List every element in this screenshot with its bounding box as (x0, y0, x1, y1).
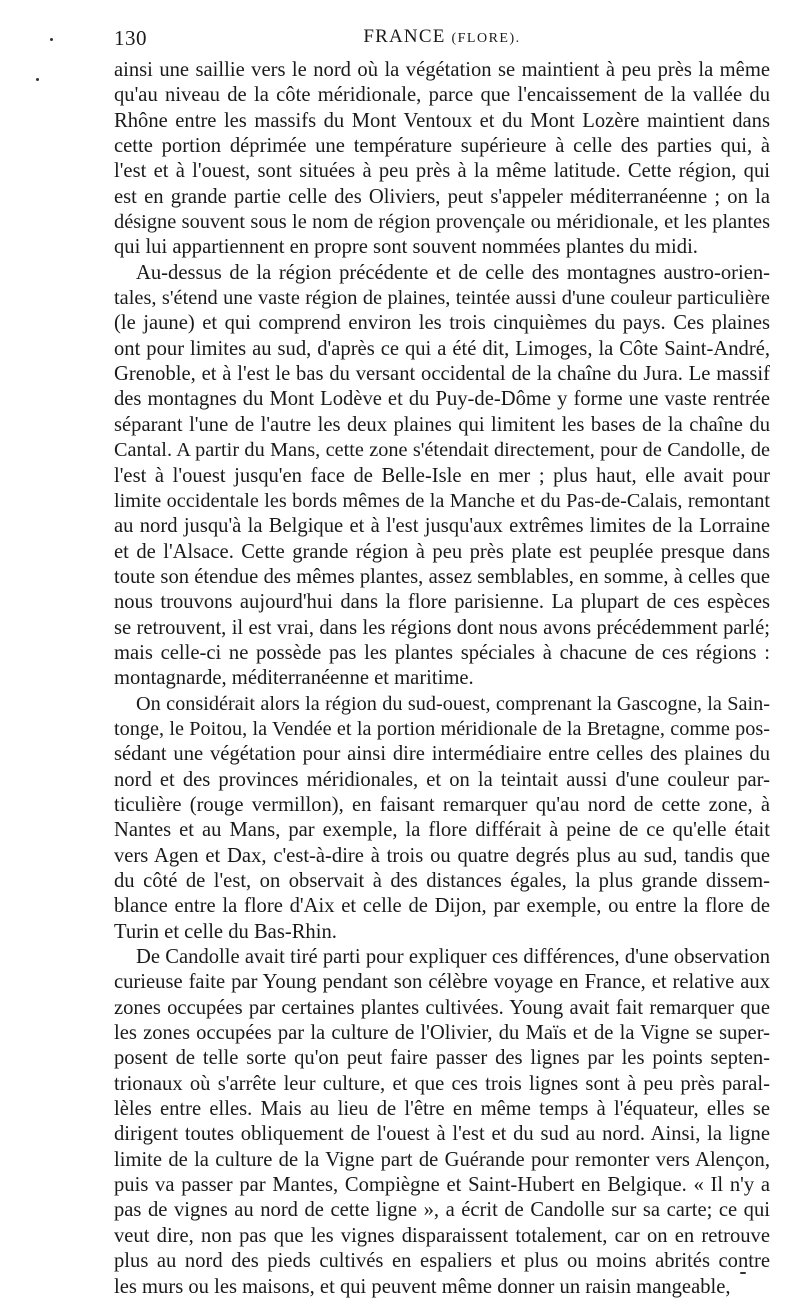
text-line: lèles entre elles. Mais au lieu de l'être en même temps à l'équateur, elles se (114, 1098, 770, 1121)
scan-speck (50, 38, 53, 41)
text-line: qui lui appartiennent en propre sont souvent nommées plantes du midi. (114, 236, 698, 259)
text-line: blance entre la flore d'Aix et celle de Dijon, par exemple, ou entre la flore de (114, 895, 770, 918)
text-line: l'est et à l'ouest, sont situées à peu près à la même latitude. Cette région, qui (114, 160, 770, 183)
text-line: posent de telle sorte qu'on peut faire passer des lignes par les points septen- (114, 1047, 770, 1070)
text-line: (le jaune) et qui comprend environ les trois cinquièmes du pays. Ces plaines (114, 312, 770, 335)
page-header (112, 26, 772, 56)
text-line: au nord jusqu'à la Belgique et à l'est jusqu'aux extrêmes limites de la Lorraine (114, 515, 770, 538)
text-line: tonge, le Poitou, la Vendée et la portion méridionale de la Bretagne, comme pos- (114, 717, 770, 740)
text-line: On considérait alors la région du sud-ouest, comprenant la Gascogne, la Sain- (136, 692, 770, 715)
text-line: pas de vignes au nord de cette ligne », a écrit de Candolle sur sa carte; ce qui (114, 1199, 770, 1222)
text-line: ainsi une saillie vers le nord où la végétation se maintient à peu près la même (114, 59, 770, 81)
paragraph (114, 58, 770, 261)
text-line: se retrouvent, il est vrai, dans les régions dont nous avons précédemment parlé; (114, 616, 770, 639)
text-line: sédant une végétation pour ainsi dire intermédiaire entre celles des plaines du (114, 743, 770, 766)
text-line: Nantes et au Mans, par exemple, la flore différait à peine de ce qu'elle était (114, 819, 770, 842)
running-title-sub: (FLORE). (451, 31, 521, 46)
text-line: tales, s'étend une vaste région de plaines, teintée aussi d'une couleur particulière (114, 287, 770, 310)
text-line: puis va passer par Mantes, Compiègne et Saint-Hubert en Belgique. « Il n'y a (114, 1174, 770, 1197)
text-line: ont pour limites au sud, d'après ce qui a été dit, Limoges, la Côte Saint-André, (114, 337, 770, 360)
text-line: limite occidentale les bords mêmes de la Manche et du Pas-de-Calais, remontant (114, 489, 770, 512)
scan-speck (36, 78, 39, 81)
running-title-main: FRANCE (363, 26, 446, 47)
text-line: zones occupées par certaines plantes cultivées. Young avait fait remarquer que (114, 996, 770, 1019)
text-line: ticulière (rouge vermillon), en faisant remarquer qu'au nord de cette zone, à (114, 793, 770, 816)
text-line: les murs ou les maisons, et qui peuvent même donner un raisin mangeable, (114, 1275, 731, 1298)
text-line: des montagnes du Mont Lodève et du Puy-de-Dôme y forme une vaste rentrée (114, 388, 770, 411)
text-line: nord et des provinces méridionales, et on la teintait aussi d'une couleur par- (114, 768, 770, 791)
text-line: Turin et celle du Bas-Rhin. (114, 920, 337, 943)
text-line: limite de la culture de la Vigne part de Guérande pour remonter vers Alençon, (114, 1148, 770, 1171)
text-line: Grenoble, et à l'est le bas du versant occidental de la chaîne du Jura. Le massif (114, 363, 770, 386)
text-line: Cantal. A partir du Mans, cette zone s'étendait directement, pour de Candolle, de (114, 439, 770, 462)
text-line: montagnarde, méditerranéenne et maritime. (114, 667, 474, 690)
text-line: mais celle-ci ne possède pas les plantes spéciales à chacune de ces régions : (114, 641, 770, 664)
text-line: et de l'Alsace. Cette grande région à peu près plate est peuplée presque dans (114, 540, 770, 563)
text-line: séparant l'une de l'autre les deux plaines qui limitent les bases de la chaîne du (114, 413, 770, 436)
paragraph (114, 261, 770, 692)
paragraph (114, 945, 770, 1300)
text-line: Au-dessus de la région précédente et de celle des montagnes austro-orien- (136, 261, 770, 284)
text-line: est en grande partie celle des Oliviers, peut s'appeler méditerranéenne ; on la (114, 185, 770, 208)
text-line: toute son étendue des mêmes plantes, assez semblables, en somme, à celles que (114, 565, 770, 588)
text-line: nous trouvons aujourd'hui dans la flore parisienne. La plupart de ces espèces (114, 591, 770, 614)
scan-speck (740, 1272, 746, 1274)
text-line: Rhône entre les massifs du Mont Ventoux et du Mont Lozère maintient dans (114, 109, 770, 132)
text-line: plus au nord des pieds cultivés en espaliers et plus ou moins abrités contre (114, 1250, 770, 1273)
body-text (114, 58, 770, 1300)
text-line: veut dire, non pas que les vignes disparaissent totalement, car on en retrouve (114, 1224, 770, 1247)
text-line: trionaux où s'arrête leur culture, et que ces trois lignes sont à peu près paral- (114, 1072, 770, 1095)
text-line: dirigent toutes obliquement de l'ouest à l'est et du sud au nord. Ainsi, la ligne (114, 1123, 770, 1146)
text-line: vers Agen et Dax, c'est-à-dire à trois ou quatre degrés plus au sud, tandis que (114, 844, 770, 867)
paragraph (114, 692, 770, 945)
text-line: désigne souvent sous le nom de région provençale ou méridionale, et les plantes (114, 211, 770, 234)
text-line: les zones occupées par la culture de l'Olivier, du Maïs et de la Vigne se super- (114, 1022, 770, 1045)
text-line: du côté de l'est, on observait à des distances égales, la plus grande dissem- (114, 870, 770, 892)
page-number: 130 (114, 26, 147, 50)
text-line: curieuse faite par Young pendant son célèbre voyage en France, et relative aux (114, 971, 770, 994)
running-title (112, 26, 772, 48)
text-line: l'est à l'ouest jusqu'en face de Belle-Isle en mer ; plus haut, elle avait pour (114, 464, 770, 487)
text-line: qu'au niveau de la côte méridionale, parce que l'encaissement de la vallée du (114, 84, 770, 107)
text-line: De Candolle avait tiré parti pour expliquer ces différences, d'une observation (136, 946, 770, 969)
text-line: cette portion déprimée une température supérieure à celle des parties qui, à (114, 135, 770, 158)
